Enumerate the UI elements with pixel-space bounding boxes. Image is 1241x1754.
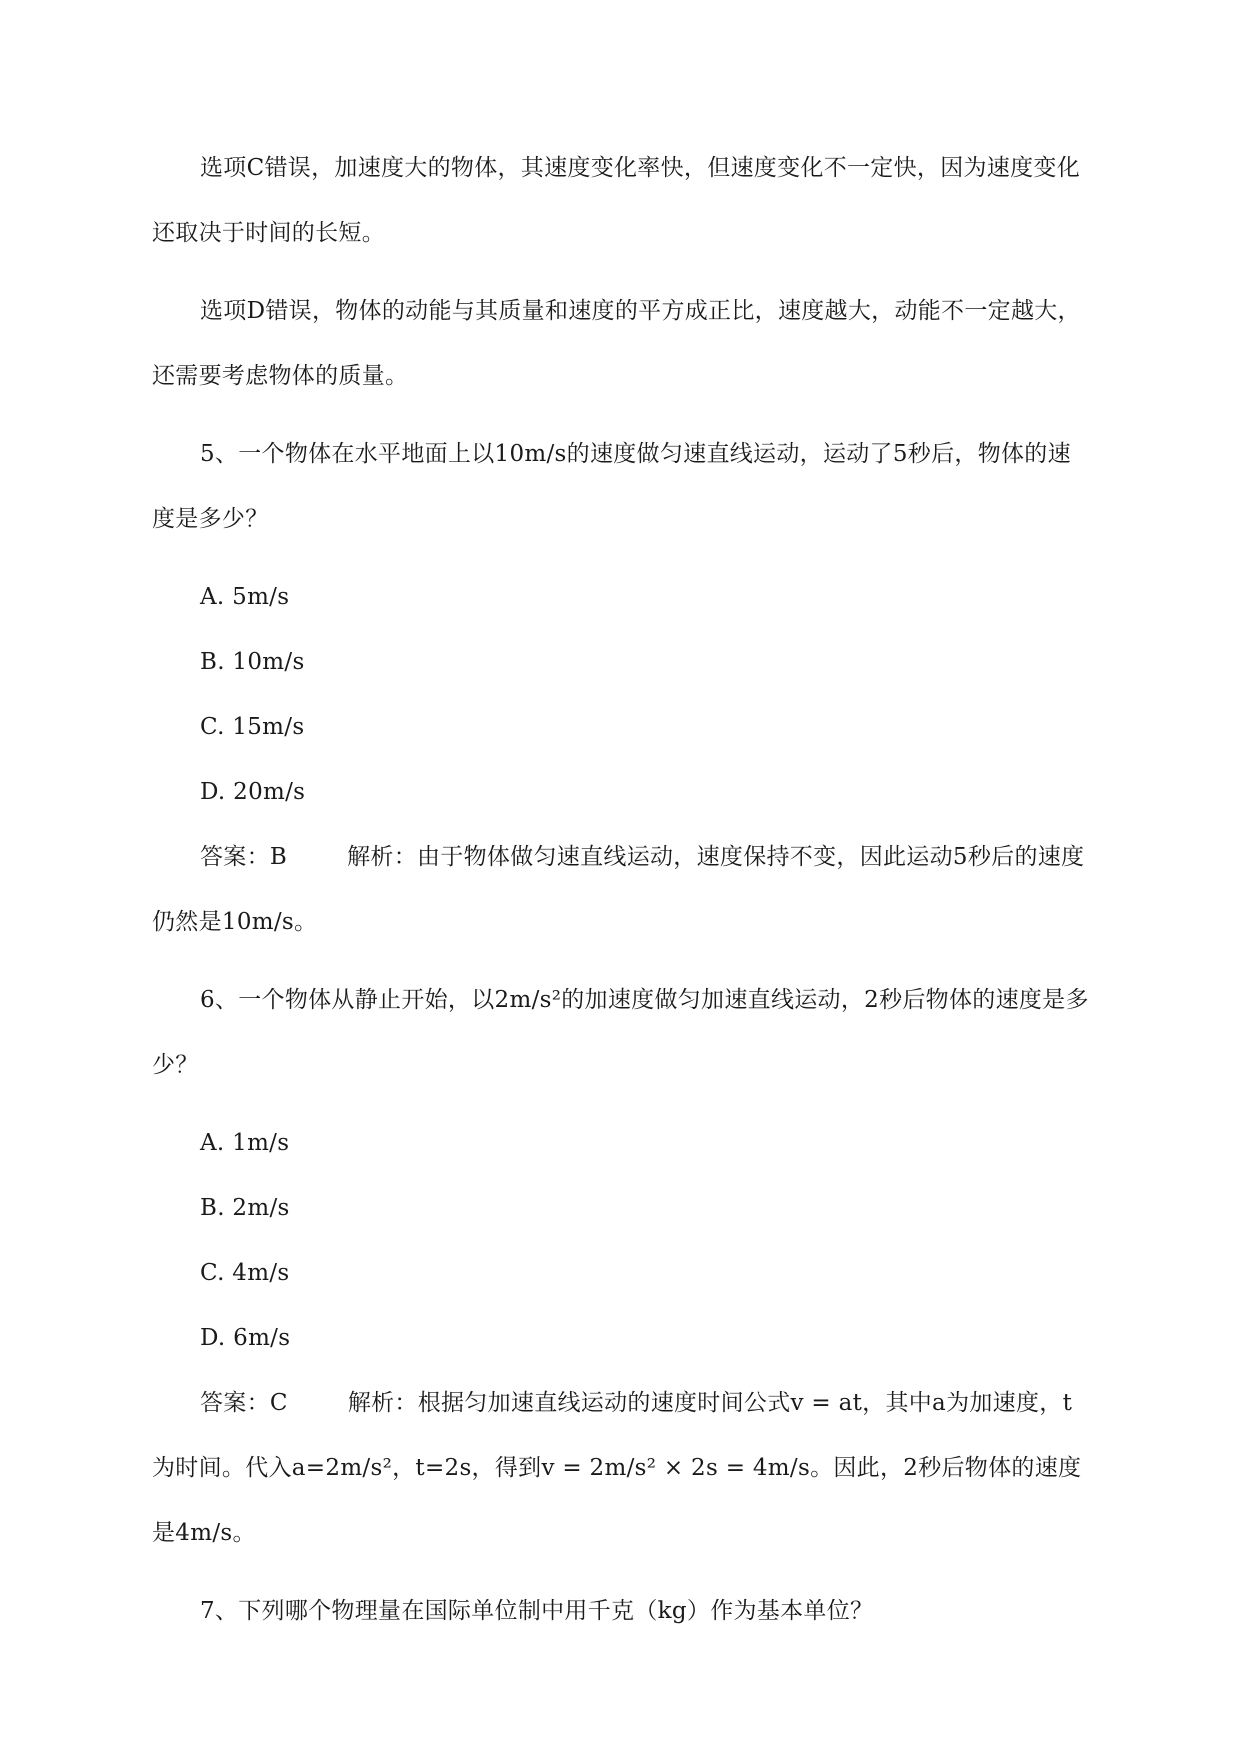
question-7: 7、下列哪个物理量在国际单位制中用千克（kg）作为基本单位？ (200, 1598, 874, 1624)
question-5-answer-block (152, 825, 1092, 955)
question-5-answer: 答案：B (200, 844, 288, 870)
question-6-answer-block (152, 1371, 1092, 1566)
question-5-option-a: A. 5m/s (200, 584, 290, 610)
document-body (152, 136, 1092, 1657)
question-5-option-d: D. 20m/s (200, 779, 306, 805)
question-6-option-a: A. 1m/s (200, 1130, 290, 1156)
paragraph-option-d-explanation: 选项D错误，物体的动能与其质量和速度的平方成正比，速度越大，动能不一定越大，还需要考虑物体的质量。 (152, 298, 1081, 389)
question-5-option-c: C. 15m/s (200, 714, 305, 740)
question-6-analysis: 解析：根据匀加速直线运动的速度时间公式v = at，其中a为加速度，t为时间。代入a=2m/s²，t=2s，得到v = 2m/s² × 2s = 4m/s。因此，2秒后物体的速度是4m/s。 (152, 1390, 1082, 1546)
question-6-option-c: C. 4m/s (200, 1260, 290, 1286)
question-6-option-d: D. 6m/s (200, 1325, 291, 1351)
question-6: 6、一个物体从静止开始，以2m/s²的加速度做匀加速直线运动，2秒后物体的速度是多少？ (152, 987, 1089, 1078)
question-5: 5、一个物体在水平地面上以10m/s的速度做匀速直线运动，运动了5秒后，物体的速度是多少？ (152, 441, 1071, 532)
question-6-option-b: B. 2m/s (200, 1195, 290, 1221)
paragraph-option-c-explanation: 选项C错误，加速度大的物体，其速度变化率快，但速度变化不一定快，因为速度变化还取决于时间的长短。 (152, 155, 1080, 246)
question-6-answer: 答案：C (200, 1390, 288, 1416)
question-5-option-b: B. 10m/s (200, 649, 305, 675)
question-5-analysis: 解析：由于物体做匀速直线运动，速度保持不变，因此运动5秒后的速度仍然是10m/s。 (152, 844, 1085, 935)
